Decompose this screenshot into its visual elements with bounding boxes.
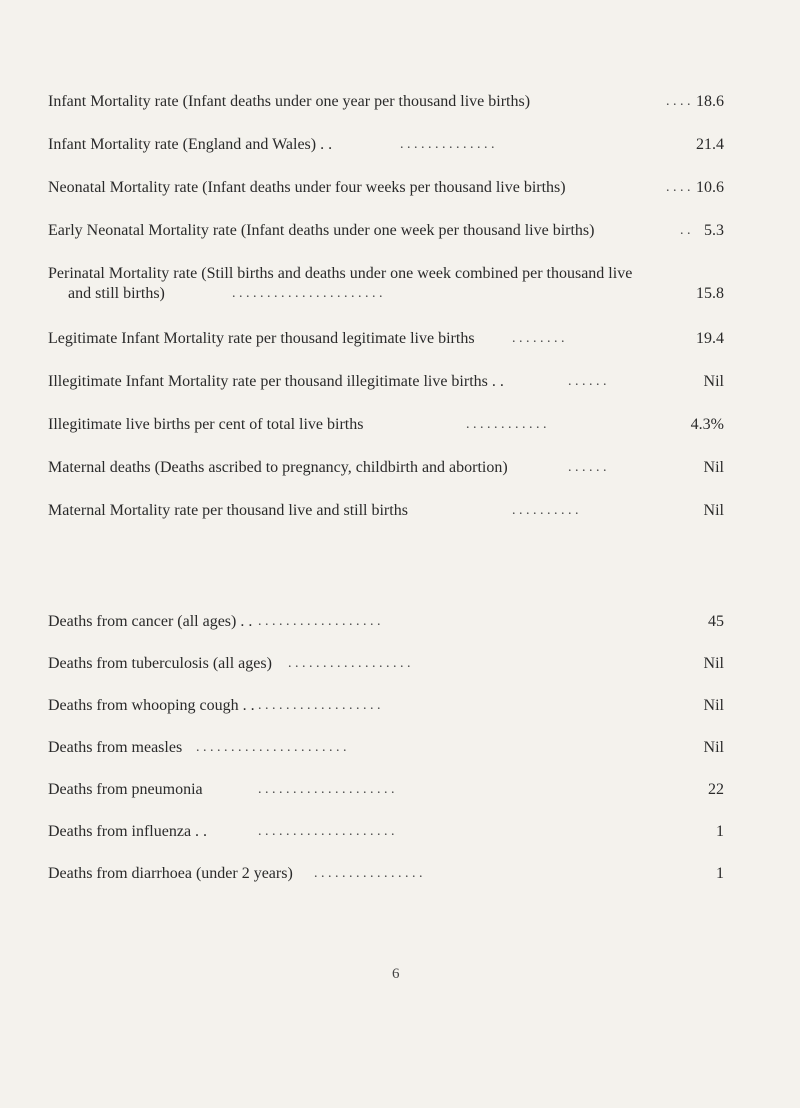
leader-dots: . . . . . . . . . . . . . . . . . . <box>258 698 381 713</box>
stat-value: 1 <box>716 823 724 840</box>
stat-label: Maternal deaths (Deaths ascribed to pregnancy, childbirth and abortion) <box>48 459 508 476</box>
stat-value: 19.4 <box>696 330 724 347</box>
stat-label: Deaths from diarrhoea (under 2 years) <box>48 865 293 882</box>
stat-label: Deaths from cancer (all ages) . . <box>48 613 253 630</box>
stat-label: Deaths from whooping cough . . <box>48 697 255 714</box>
stat-value: Nil <box>703 697 724 714</box>
stat-value: Nil <box>703 373 724 390</box>
stat-value: Nil <box>703 502 724 519</box>
stat-label: Early Neonatal Mortality rate (Infant deaths under one week per thousand live births) <box>48 222 595 239</box>
stat-label: Deaths from measles <box>48 739 183 756</box>
stat-label: Illegitimate live births per cent of total live births <box>48 416 364 433</box>
stat-label: Maternal Mortality rate per thousand live and still births <box>48 502 408 519</box>
stat-label: Infant Mortality rate (Infant deaths under one year per thousand live births) <box>48 93 531 110</box>
leader-dots: . . . . . . <box>568 374 607 389</box>
leader-dots: . . . . . . . . . . . . . . <box>400 137 495 152</box>
leader-dots: . . . . . . . . . . <box>512 503 579 518</box>
leader-dots: . . . . . . . . . . . . . . . . <box>314 866 423 881</box>
leader-dots: . . . . <box>666 180 691 195</box>
leader-dots: . . . . . . . . . . . . . . . . . . . . . . <box>196 740 347 755</box>
stat-value: Nil <box>703 459 724 476</box>
stat-value: Nil <box>703 739 724 756</box>
stat-value: 21.4 <box>696 136 724 153</box>
stat-label: Perinatal Mortality rate (Still births and deaths under one week combined per thousand live <box>48 265 633 282</box>
stat-row-perinatal-mortality-rate <box>48 264 724 304</box>
stat-label: Neonatal Mortality rate (Infant deaths under four weeks per thousand live births) <box>48 179 566 196</box>
leader-dots: . . <box>680 223 691 238</box>
stat-label: Infant Mortality rate (England and Wales) . . <box>48 136 333 153</box>
stat-label: Deaths from tuberculosis (all ages) <box>48 655 272 672</box>
stat-value: 18.6 <box>696 93 724 110</box>
stat-value: 15.8 <box>696 285 724 302</box>
stat-value: 4.3% <box>690 416 724 433</box>
leader-dots: . . . . . . . . . . . . . . . . . . <box>288 656 411 671</box>
stat-value: 22 <box>708 781 724 798</box>
stat-value: 1 <box>716 865 724 882</box>
leader-dots: . . . . . . . . . . . . . . . . . . . . <box>258 782 395 797</box>
page-number: 6 <box>392 966 400 982</box>
stat-label: Legitimate Infant Mortality rate per thousand legitimate live births <box>48 330 475 347</box>
leader-dots: . . . . . . . . . . . . . . . . . . <box>258 614 381 629</box>
stat-label: Illegitimate Infant Mortality rate per thousand illegitimate live births . . <box>48 373 504 390</box>
leader-dots: . . . . . . . . . . . . . . . . . . . . <box>258 824 395 839</box>
stat-label-continued: and still births) <box>68 285 165 302</box>
stat-value: 5.3 <box>704 222 724 239</box>
stat-value: 45 <box>708 613 724 630</box>
stat-label: Deaths from influenza . . <box>48 823 208 840</box>
leader-dots: . . . . . . <box>568 460 607 475</box>
leader-dots: . . . . . . . . . . . . <box>466 417 547 432</box>
leader-dots: . . . . . . . . <box>512 331 565 346</box>
stat-value: 10.6 <box>696 179 724 196</box>
leader-dots: . . . . . . . . . . . . . . . . . . . . . . <box>232 286 383 301</box>
leader-dots: . . . . <box>666 94 691 109</box>
stat-label: Deaths from pneumonia <box>48 781 203 798</box>
stat-value: Nil <box>703 655 724 672</box>
